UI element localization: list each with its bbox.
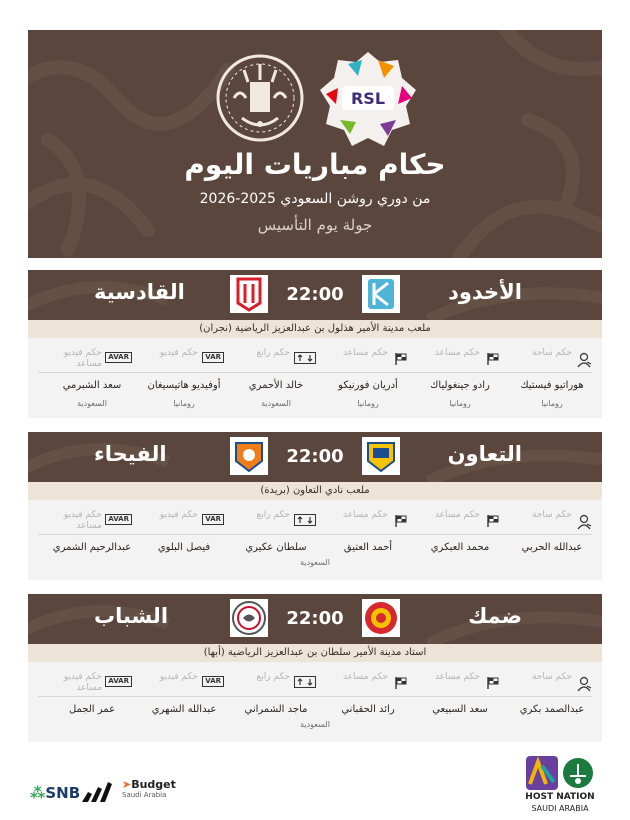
away-team: القادسية xyxy=(94,280,185,304)
role-label: حكم فيديو مساعد xyxy=(63,348,102,369)
var-tag: VAR xyxy=(202,676,224,687)
founding-day-emblem-icon xyxy=(214,52,306,144)
stadium-name: ملعب نادي التعاون (بريدة) xyxy=(28,482,602,500)
snb-logo xyxy=(30,784,80,802)
match-card xyxy=(28,432,602,580)
referee-person-icon xyxy=(576,352,592,368)
referee-name: محمد العبكري xyxy=(430,542,490,553)
referee-name: رادو جينغولياك xyxy=(430,380,490,391)
match-time: 22:00 xyxy=(286,446,344,467)
referee-name: عبدالله الحربي xyxy=(521,542,583,553)
role-label: حكم ساحة xyxy=(531,348,572,358)
snb-text: SNB xyxy=(45,784,81,802)
match-time: 22:00 xyxy=(286,284,344,305)
referees-panel xyxy=(28,338,602,418)
referee-assistant xyxy=(414,506,506,580)
snb-leaf-icon: ⁂ xyxy=(30,784,46,802)
referees-nationality: السعودية xyxy=(300,720,330,729)
match-card xyxy=(28,594,602,742)
round-name: جولة يوم التأسيس xyxy=(257,216,373,234)
referee-nationality: رومانيا xyxy=(173,399,195,408)
referee-assistant xyxy=(322,344,414,418)
role-label: حكم فيديو مساعد xyxy=(63,672,102,693)
away-team: الفيحاء xyxy=(94,442,167,466)
role-label: حكم مساعد xyxy=(342,672,388,682)
substitution-board-icon xyxy=(294,352,316,364)
budget-sub: Saudi Arabia xyxy=(122,791,167,799)
referee-name: عمر الجمل xyxy=(68,704,116,715)
budget-arrow-icon: ➤ xyxy=(122,778,132,791)
flag-icon xyxy=(486,514,500,528)
referee-assistant xyxy=(322,668,414,742)
referee-fourth xyxy=(230,344,322,418)
referee-name: هوراتيو فيستيك xyxy=(520,380,584,391)
role-label: حكم ساحة xyxy=(531,672,572,682)
match-header xyxy=(28,432,602,482)
page-subtitle: من دوري روشن السعودي 2025-2026 xyxy=(199,191,431,207)
substitution-board-icon xyxy=(294,514,316,526)
referee-avar xyxy=(46,506,138,580)
referee-nationality: السعودية xyxy=(77,399,107,408)
referees-panel xyxy=(28,662,602,742)
host-nation-line1: HOST NATION xyxy=(525,792,595,802)
role-label: حكم مساعد xyxy=(342,510,388,520)
flag-icon xyxy=(394,514,408,528)
stadium-name: ملعب مدينة الأمير هذلول بن عبدالعزيز الرياضية (نجران) xyxy=(28,320,602,338)
role-label: حكم فيديو مساعد xyxy=(63,510,102,531)
host-nation-emblem-icon xyxy=(520,754,600,792)
home-team-badge-icon xyxy=(362,437,400,475)
referee-person-icon xyxy=(576,676,592,692)
referee-main xyxy=(506,668,598,742)
referee-fourth xyxy=(230,506,322,580)
avar-tag: AVAR xyxy=(105,514,132,525)
referee-fourth xyxy=(230,668,322,742)
referee-name: أدريان فورنيكو xyxy=(338,380,398,391)
var-tag: VAR xyxy=(202,352,224,363)
away-team-badge-icon xyxy=(230,275,268,313)
role-label: حكم رابع xyxy=(256,510,290,520)
referee-name: أوفيديو هاتيسيغان xyxy=(147,380,221,391)
stadium-name: استاد مدينة الأمير سلطان بن عبدالعزيز الرياضية (أبها) xyxy=(28,644,602,662)
away-team: الشباب xyxy=(94,604,169,628)
referee-name: رائد الحقباني xyxy=(341,704,395,715)
budget-logo xyxy=(122,780,176,800)
referee-var xyxy=(138,506,230,580)
referee-var xyxy=(138,344,230,418)
avar-tag: AVAR xyxy=(105,352,132,363)
budget-name: Budget xyxy=(131,778,176,791)
away-team-badge-icon xyxy=(230,599,268,637)
role-label: حكم فيديو xyxy=(159,672,198,682)
flag-icon xyxy=(486,352,500,366)
home-team: الأخدود xyxy=(448,280,522,304)
referee-name: سعد السبيعي xyxy=(432,704,488,715)
match-time: 22:00 xyxy=(286,608,344,629)
referee-person-icon xyxy=(576,514,592,530)
referee-nationality: رومانيا xyxy=(449,399,471,408)
role-label: حكم رابع xyxy=(256,672,290,682)
role-label: حكم مساعد xyxy=(434,672,480,682)
referee-var xyxy=(138,668,230,742)
sponsor-logos xyxy=(30,780,180,804)
role-label: حكم مساعد xyxy=(434,348,480,358)
host-nation-line2: SAUDI ARABIA xyxy=(531,804,589,813)
home-team-badge-icon xyxy=(362,275,400,313)
referee-avar xyxy=(46,344,138,418)
referee-nationality: رومانيا xyxy=(541,399,563,408)
referee-name: خالد الأحمري xyxy=(248,380,304,391)
home-team: ضمك xyxy=(468,604,522,628)
role-label: حكم مساعد xyxy=(342,348,388,358)
header-banner xyxy=(28,30,602,258)
referee-assistant xyxy=(322,506,414,580)
page-title: حكام مباريات اليوم xyxy=(184,148,446,181)
referee-avar xyxy=(46,668,138,742)
referee-nationality: رومانيا xyxy=(357,399,379,408)
flag-icon xyxy=(394,352,408,366)
away-team-badge-icon xyxy=(230,437,268,475)
home-team-badge-icon xyxy=(362,599,400,637)
referee-name: عبدالله الشهري xyxy=(151,704,217,715)
referee-assistant xyxy=(414,668,506,742)
substitution-board-icon xyxy=(294,676,316,688)
host-nation-logo xyxy=(520,754,600,813)
referee-main xyxy=(506,344,598,418)
referee-name: ماجد الشمراني xyxy=(244,704,308,715)
referee-name: عبدالرحيم الشمري xyxy=(52,542,132,553)
match-header xyxy=(28,594,602,644)
flag-icon xyxy=(394,676,408,690)
flag-icon xyxy=(486,676,500,690)
referees-nationality: السعودية xyxy=(300,558,330,567)
var-tag: VAR xyxy=(202,514,224,525)
referee-nationality: السعودية xyxy=(261,399,291,408)
role-label: حكم ساحة xyxy=(531,510,572,520)
home-team: التعاون xyxy=(447,442,522,466)
role-label: حكم رابع xyxy=(256,348,290,358)
rsl-logo-text: RSL xyxy=(350,89,386,108)
role-label: حكم فيديو xyxy=(159,348,198,358)
referee-name: فيصل البلوي xyxy=(157,542,211,553)
referee-name: سعد الشبرمي xyxy=(62,380,122,391)
avar-tag: AVAR xyxy=(105,676,132,687)
referee-main xyxy=(506,506,598,580)
role-label: حكم فيديو xyxy=(159,510,198,520)
referee-name: أحمد العتيق xyxy=(343,542,393,553)
adidas-logo-icon xyxy=(78,780,114,804)
referee-assistant xyxy=(414,344,506,418)
rsl-logo-icon xyxy=(318,48,418,148)
referee-name: عبدالصمد بكري xyxy=(519,704,585,715)
match-card xyxy=(28,270,602,418)
match-header xyxy=(28,270,602,320)
referees-panel xyxy=(28,500,602,580)
referee-name: سلطان عكيري xyxy=(245,542,307,553)
role-label: حكم مساعد xyxy=(434,510,480,520)
